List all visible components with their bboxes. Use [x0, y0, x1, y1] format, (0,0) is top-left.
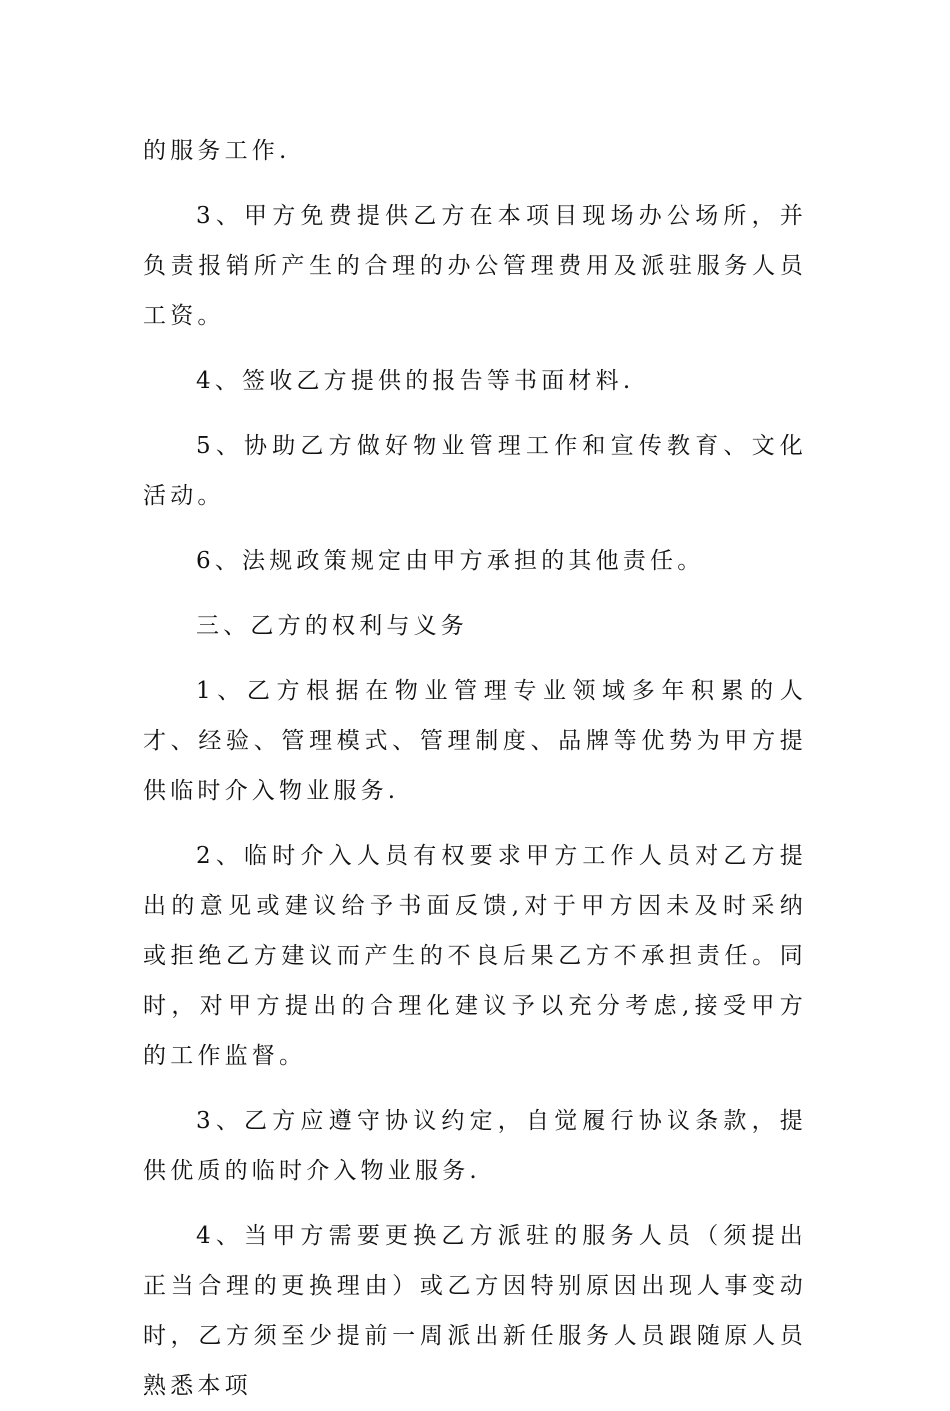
paragraph-party-a-item-5: 5、协助乙方做好物业管理工作和宣传教育、文化活动。 [143, 433, 807, 509]
paragraph-party-b-item-4: 4、当甲方需要更换乙方派驻的服务人员（须提出正当合理的更换理由）或乙方因特别原因出现人事变动时，乙方须至少提前一周派出新任服务人员跟随原人员熟悉本项 [143, 1223, 807, 1399]
document-page [143, 126, 807, 1411]
paragraph-party-b-item-1: 1、乙方根据在物业管理专业领域多年积累的人才、经验、管理模式、管理制度、品牌等优势为甲方提供临时介入物业服务. [143, 678, 807, 804]
section-heading-party-b: 三、乙方的权利与义务 [196, 613, 468, 639]
paragraph-party-b-item-3: 3、乙方应遵守协议约定，自觉履行协议条款，提供优质的临时介入物业服务. [143, 1108, 807, 1184]
paragraph-party-a-item-4: 4、签收乙方提供的报告等书面材料. [196, 368, 635, 394]
paragraph-party-b-item-2: 2、临时介入人员有权要求甲方工作人员对乙方提出的意见或建议给予书面反馈,对于甲方因未及时采纳或拒绝乙方建议而产生的不良后果乙方不承担责任。同时，对甲方提出的合理化建议予以充分考虑,接受甲方的工作监督。 [143, 843, 807, 1069]
paragraph-continuation: 的服务工作. [143, 138, 291, 164]
paragraph-party-a-item-6: 6、法规政策规定由甲方承担的其他责任。 [196, 548, 705, 574]
paragraph-party-a-item-3: 3、甲方免费提供乙方在本项目现场办公场所，并负责报销所产生的合理的办公管理费用及派驻服务人员工资。 [143, 203, 807, 329]
